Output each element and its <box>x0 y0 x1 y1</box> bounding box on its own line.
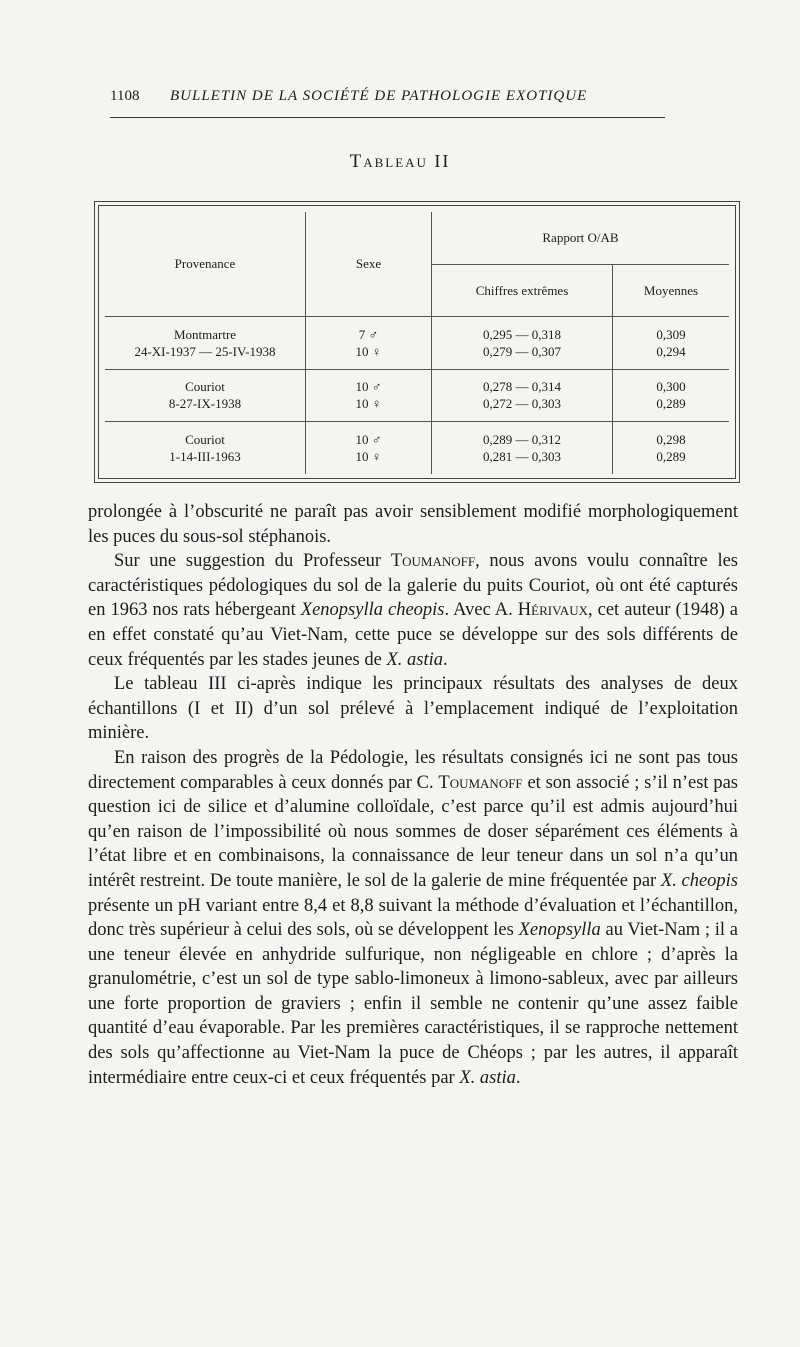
moyenne-female: 0,289 <box>656 396 686 412</box>
cell-sexe <box>306 317 432 369</box>
text-run: Sur une suggestion du Professeur <box>114 551 391 572</box>
provenance-dates: 1-14-III-1963 <box>169 449 241 465</box>
cell-moyennes <box>613 422 730 474</box>
chiffres-male: 0,295 — 0,318 <box>483 326 561 342</box>
chiffres-female: 0,281 — 0,303 <box>483 449 561 465</box>
species-name: Xenopsylla cheopis <box>300 600 445 621</box>
text-run: . Avec A. <box>444 600 518 621</box>
cell-provenance <box>105 369 306 421</box>
sexe-female: 10 ♀ <box>355 396 382 412</box>
text-run: En raison des progrès de la Pédologie, les résultats consignés ici ne sont pas tous directement comparables à ceux donnés par C. <box>88 747 738 793</box>
text-run: , nous avons voulu connaître les caractéristiques pédologiques du sol de la galerie du puits Couriot, où ont été capturés en 1963 nos rats hébergeant <box>88 551 738 621</box>
header-moyennes: Moyennes <box>613 264 730 316</box>
species-name: X. astia <box>386 649 443 670</box>
provenance-place: Montmartre <box>173 326 237 342</box>
table-title-lead: T <box>349 151 364 172</box>
cell-chiffres <box>432 317 613 369</box>
species-name: Xenopsylla <box>518 920 601 941</box>
text-run: , cet auteur (1948) a en effet constaté qu’au Viet-Nam, cette puce se développe sur des sols différents de ceux fréquentés par les stades jeunes de <box>88 600 738 670</box>
page-number: 1108 <box>110 88 140 104</box>
table-title <box>0 151 800 173</box>
header-rapport: Rapport O/AB <box>432 212 730 264</box>
moyenne-male: 0,300 <box>656 379 686 395</box>
text-run: présente un pH variant entre 8,4 et 8,8 suivant la méthode d’évaluation et l’échantillon, donc très supérieur à celui des sols, où se développent les <box>88 895 738 941</box>
header-chiffres: Chiffres extrêmes <box>432 264 613 316</box>
provenance-place: Couriot <box>185 379 225 395</box>
data-table-frame <box>94 201 740 483</box>
body-text <box>88 500 738 1090</box>
cell-moyennes <box>613 317 730 369</box>
text-run: . <box>515 1067 521 1088</box>
cell-provenance <box>105 317 306 369</box>
moyenne-male: 0,309 <box>656 326 686 342</box>
paragraph: prolongée à l’obscurité ne paraît pas avoir sensiblement modifié morphologiquement les puces du sous-sol stéphanois. <box>88 502 738 547</box>
cell-provenance <box>105 422 306 474</box>
header-sexe: Sexe <box>306 212 432 317</box>
text-run: . <box>442 649 448 670</box>
author-name: Toumanoff <box>390 551 476 572</box>
running-title: BULLETIN DE LA SOCIÉTÉ DE PATHOLOGIE EXOTIQUE <box>170 88 588 104</box>
moyenne-male: 0,298 <box>656 432 686 448</box>
sexe-female: 10 ♀ <box>355 343 382 359</box>
paragraph <box>88 746 738 1090</box>
table-row <box>105 422 729 474</box>
cell-moyennes <box>613 369 730 421</box>
moyenne-female: 0,294 <box>656 343 686 359</box>
moyenne-female: 0,289 <box>656 449 686 465</box>
chiffres-male: 0,278 — 0,314 <box>483 379 561 395</box>
species-name: X. astia <box>459 1067 516 1088</box>
sexe-male: 10 ♂ <box>355 432 382 448</box>
author-name: Hérivaux <box>517 600 588 621</box>
paragraph <box>88 549 738 672</box>
sexe-male: 7 ♂ <box>358 326 379 342</box>
sexe-male: 10 ♂ <box>355 379 382 395</box>
author-name: Toumanoff <box>438 772 523 793</box>
text-run: et son associé ; s’il n’est pas question ici de silice et d’alumine colloïdale, c’est parce qu’il est admis aujourd’hui qu’en raison de l’impossibilité où nous sommes de doser séparément ces éléments à l’état libre et en combinaisons, la connaissance de leur teneur dans un sol n’a qu’un intérêt restreint. De toute manière, le sol de la galerie de mine fréquentée par <box>88 772 739 891</box>
table-row <box>105 317 729 369</box>
cell-chiffres <box>432 422 613 474</box>
paragraph: Le tableau III ci-après indique les principaux résultats des analyses de deux échantillons (I et II) d’un sol prélevé à l’emplacement indiqué de l’exploitation minière. <box>88 674 738 744</box>
sexe-female: 10 ♀ <box>355 449 382 465</box>
cell-sexe <box>306 422 432 474</box>
chiffres-male: 0,289 — 0,312 <box>483 432 561 448</box>
header-rule <box>110 117 665 118</box>
cell-chiffres <box>432 369 613 421</box>
table-row <box>105 369 729 421</box>
chiffres-female: 0,279 — 0,307 <box>483 343 561 359</box>
text-run: au Viet-Nam ; il a une teneur élevée en anhydride sulfurique, non négligeable en chlore ; d’après la granulométrie, c’est un sol de type sablo-limoneux à limono-sableux, avec par ailleurs une forte proportion de graviers ; enfin il semble ne contenir qu’une assez faible quantité d’eau évaporable. Par les premières caractéristiques, il se rapproche nettement des sols qu’affectionne au Viet-Nam la puce de Chéops ; par les autres, il apparaît intermédiaire entre ceux-ci et ceux fréquentés par <box>88 920 738 1088</box>
cell-sexe <box>306 369 432 421</box>
table-title-word: ableau <box>363 151 428 171</box>
provenance-dates: 24-XI-1937 — 25-IV-1938 <box>134 343 276 359</box>
provenance-place: Couriot <box>185 432 225 448</box>
table-title-number: II <box>434 151 451 171</box>
header-provenance: Provenance <box>105 212 306 317</box>
running-header <box>110 88 666 105</box>
species-name: X. cheopis <box>660 870 739 891</box>
chiffres-female: 0,272 — 0,303 <box>483 396 561 412</box>
data-table <box>105 212 729 474</box>
table-header-row <box>105 212 729 264</box>
provenance-dates: 8-27-IX-1938 <box>168 396 242 412</box>
